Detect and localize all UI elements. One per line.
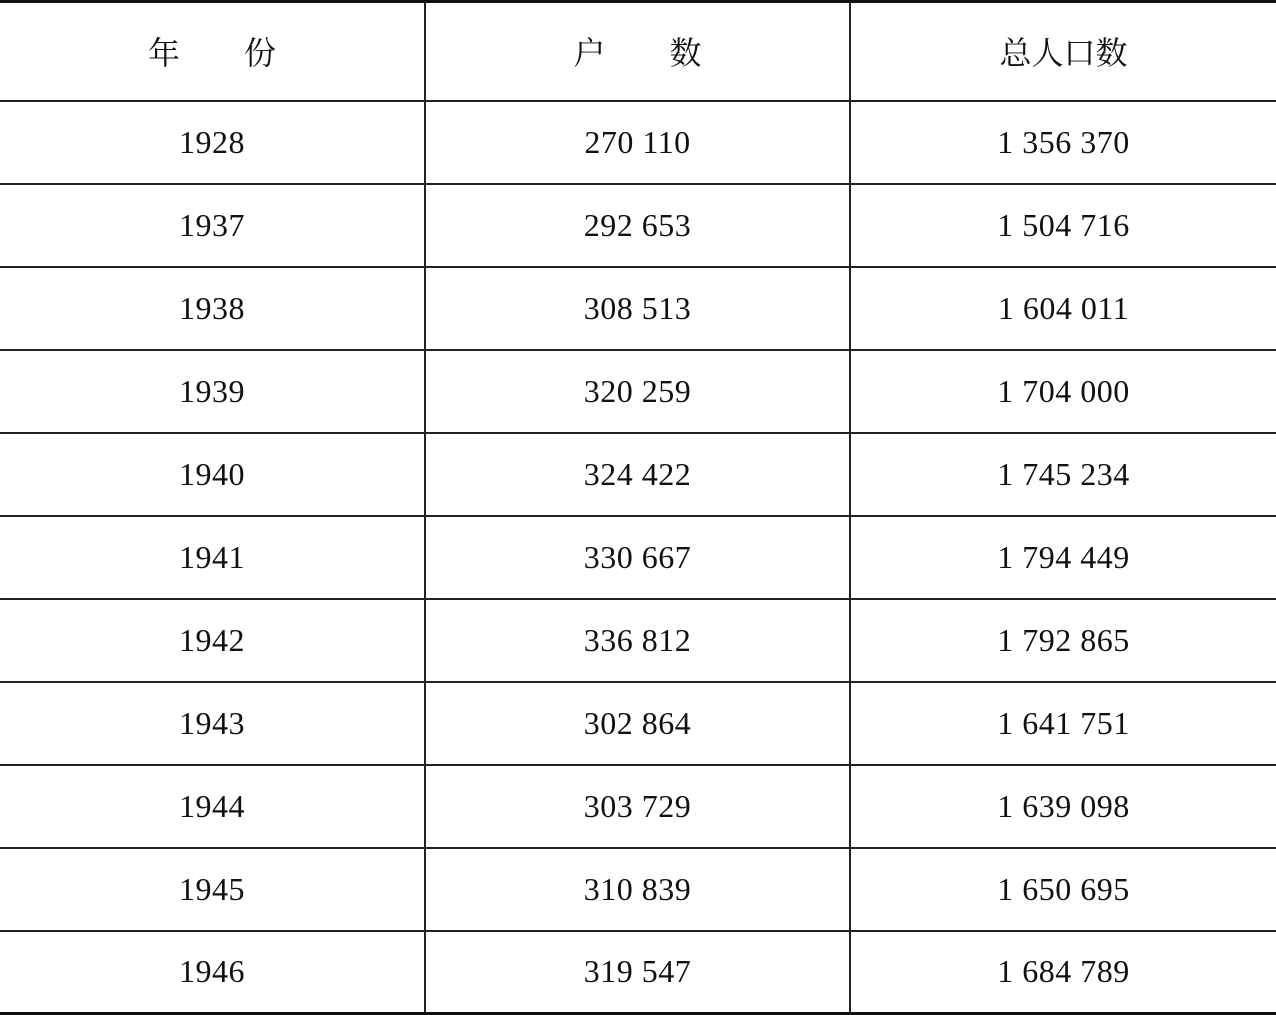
cell-total-population: 1 792 865 [850,599,1276,682]
cell-total-population: 1 641 751 [850,682,1276,765]
table-row [0,765,1276,848]
cell-households: 330 667 [425,516,850,599]
cell-households: 270 110 [425,101,850,184]
table-row [0,101,1276,184]
cell-year: 1945 [0,848,425,931]
cell-households: 303 729 [425,765,850,848]
header-year: 年 份 [0,2,425,101]
table-header [0,2,1276,101]
cell-year: 1944 [0,765,425,848]
cell-year: 1937 [0,184,425,267]
cell-year: 1939 [0,350,425,433]
cell-total-population: 1 604 011 [850,267,1276,350]
cell-households: 320 259 [425,350,850,433]
cell-total-population: 1 650 695 [850,848,1276,931]
header-total-population: 总人口数 [850,2,1276,101]
cell-year: 1941 [0,516,425,599]
cell-households: 302 864 [425,682,850,765]
cell-year: 1928 [0,101,425,184]
cell-households: 319 547 [425,931,850,1014]
cell-year: 1940 [0,433,425,516]
cell-households: 292 653 [425,184,850,267]
table-row [0,184,1276,267]
table-row [0,516,1276,599]
table-row [0,682,1276,765]
table-row [0,433,1276,516]
table-body [0,101,1276,1014]
cell-households: 324 422 [425,433,850,516]
cell-total-population: 1 504 716 [850,184,1276,267]
cell-total-population: 1 745 234 [850,433,1276,516]
table-row [0,931,1276,1014]
cell-households: 308 513 [425,267,850,350]
cell-total-population: 1 684 789 [850,931,1276,1014]
cell-total-population: 1 639 098 [850,765,1276,848]
table-row [0,350,1276,433]
cell-total-population: 1 794 449 [850,516,1276,599]
cell-year: 1943 [0,682,425,765]
cell-households: 310 839 [425,848,850,931]
cell-year: 1942 [0,599,425,682]
cell-year: 1946 [0,931,425,1014]
cell-total-population: 1 704 000 [850,350,1276,433]
table-row [0,599,1276,682]
header-row [0,2,1276,101]
table-row [0,848,1276,931]
cell-households: 336 812 [425,599,850,682]
cell-year: 1938 [0,267,425,350]
header-households: 户 数 [425,2,850,101]
table-row [0,267,1276,350]
cell-total-population: 1 356 370 [850,101,1276,184]
